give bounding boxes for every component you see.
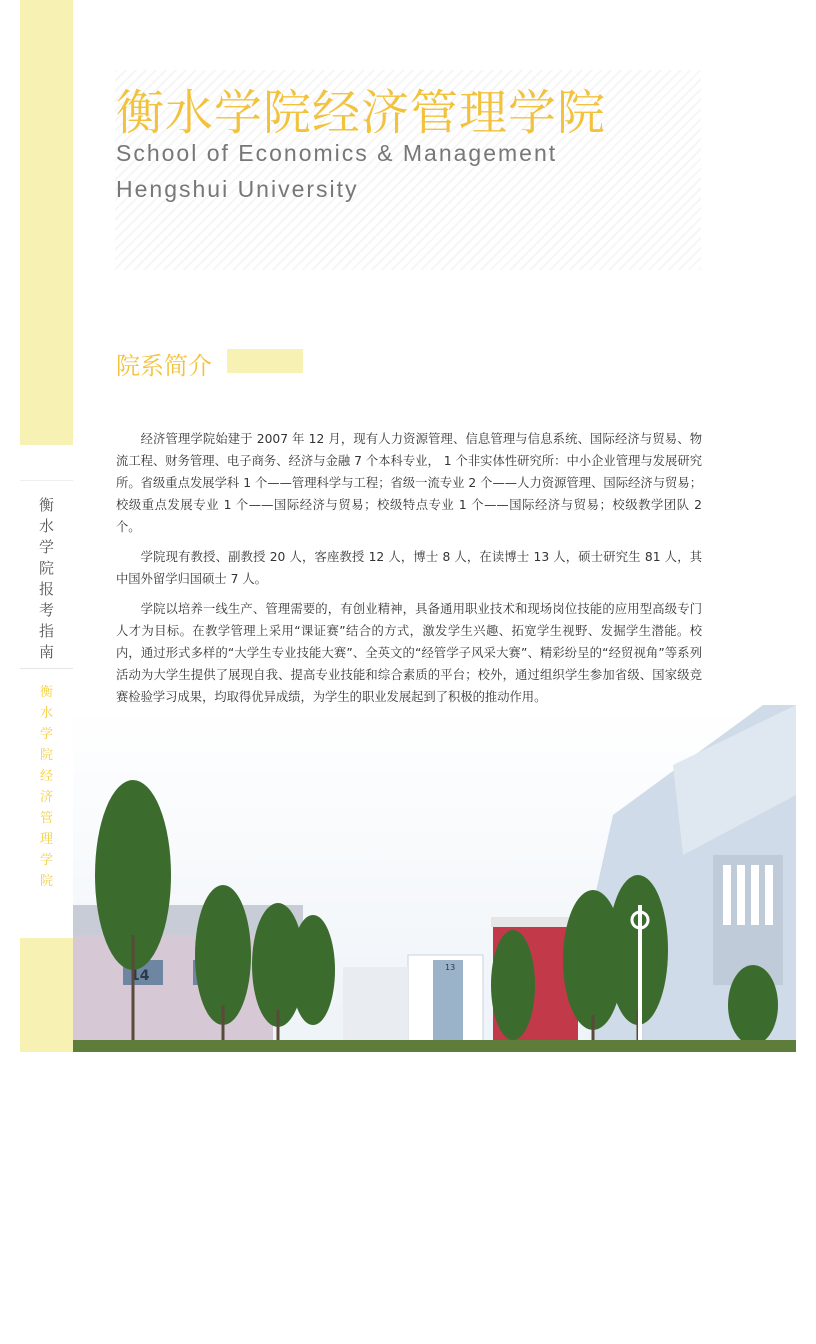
campus-photo — [73, 705, 796, 1052]
sidebar-vertical-char: 济 — [39, 790, 53, 805]
sidebar-vertical-char: 院 — [39, 874, 53, 889]
sidebar-vertical-char: 水 — [38, 517, 54, 535]
sidebar-vertical-char: 学 — [39, 853, 53, 868]
sidebar-vertical-char: 理 — [39, 832, 53, 847]
section-title-bar — [227, 349, 303, 373]
building-number-14: 14 — [130, 968, 150, 984]
sidebar-accent-bottom — [20, 938, 73, 1052]
paragraph: 经济管理学院始建于 2007 年 12 月，现有人力资源管理、信息管理与信息系统、国际经济与贸易、物流工程、财务管理、电子商务、经济与金融 7 个本科专业， 1 个非实体性研究所：中小企业管理与发展研究所。省级重点发展学科 1 个——管理科学与工程；省级一流专业 2 个——人力资源管理、国际经济与贸易；校级重点发展专业 1 个——国际经济与贸易；校级特点专业 1 个——国际经济与贸易；校级教学团队 2 个。 — [116, 432, 702, 534]
page-title: 衡水学院经济管理学院 — [116, 85, 607, 141]
sidebar-vertical-char: 学 — [38, 538, 54, 556]
paragraph: 学院现有教授、副教授 20 人，客座教授 12 人，博士 8 人，在读博士 13 人，硕士研究生 81 人，其中国外留学归国硕士 7 人。 — [116, 550, 702, 586]
sidebar-vertical-char: 学 — [39, 727, 53, 742]
building-number-13: 13 — [445, 963, 456, 972]
sidebar-vertical-char: 指 — [38, 622, 54, 640]
sidebar-vertical-char: 院 — [39, 748, 53, 763]
sidebar-vertical-char: 管 — [39, 811, 53, 826]
sidebar-vertical-char: 衡 — [39, 685, 53, 700]
sidebar-vertical-char: 报 — [38, 580, 54, 598]
sidebar-vertical-char: 南 — [38, 643, 54, 661]
sidebar-accent-top — [20, 0, 73, 445]
sidebar-divider — [20, 668, 73, 669]
page-subtitle-line1: School of Economics & Management — [116, 140, 558, 166]
sidebar-vertical-subtitle — [20, 682, 73, 892]
sidebar-vertical-title — [20, 495, 73, 663]
section-title: 院系简介 — [116, 352, 212, 380]
page-subtitle-line2: Hengshui University — [116, 176, 359, 202]
sidebar-vertical-char: 衡 — [38, 496, 54, 514]
sidebar-vertical-char: 水 — [39, 706, 53, 721]
sidebar-vertical-char: 经 — [39, 769, 53, 784]
paragraph: 学院以培养一线生产、管理需要的，有创业精神，具备通用职业技术和现场岗位技能的应用型高级专门人才为目标。在教学管理上采用“课证赛”结合的方式，激发学生兴趣、拓宽学生视野、发掘学生潜能。校内，通过形式多样的“大学生专业技能大赛”、全英文的“经管学子风采大赛”、精彩纷呈的“经贸视角”等系列活动为大学生提供了展现自我、提高专业技能和综合素质的平台；校外，通过组织学生参加省级、国家级竞赛检验学习成果，均取得优异成绩，为学生的职业发展起到了积极的推动作用。 — [116, 602, 702, 704]
sidebar-vertical-char: 考 — [38, 601, 54, 619]
sidebar-vertical-char: 院 — [38, 559, 54, 577]
